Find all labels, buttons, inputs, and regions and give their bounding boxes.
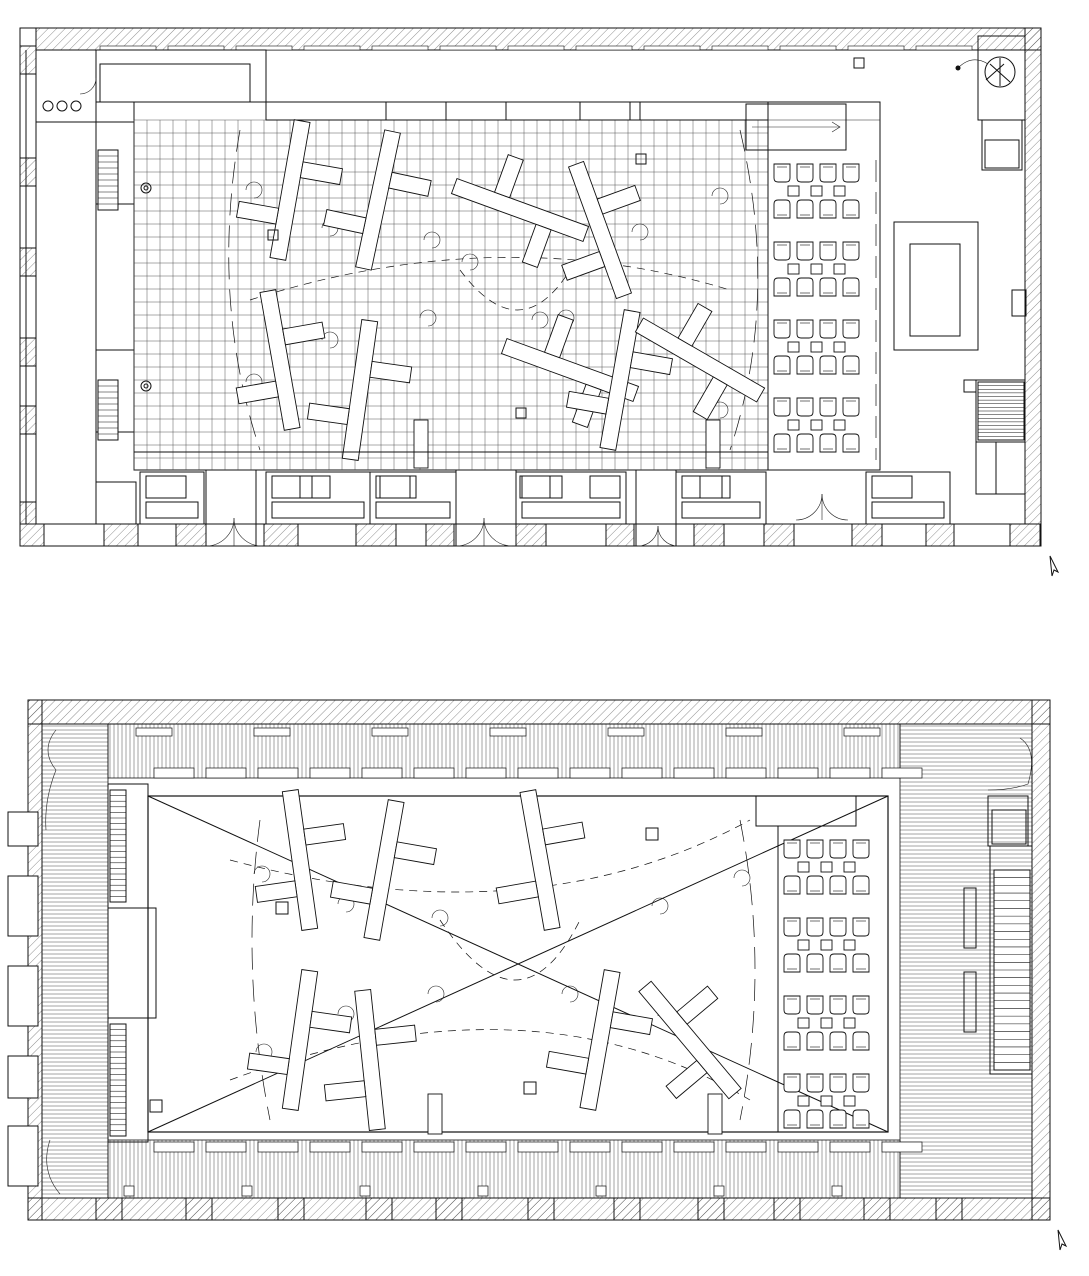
display-stand bbox=[414, 420, 428, 468]
wc-fixtures-icon bbox=[956, 57, 1016, 87]
display-stand bbox=[438, 141, 602, 279]
upper-main-hall bbox=[134, 102, 768, 470]
display-stand bbox=[706, 420, 720, 468]
upper-floor-plan bbox=[20, 28, 1041, 546]
lower-wall-right bbox=[1032, 700, 1050, 1220]
display-stand bbox=[428, 1094, 442, 1134]
upper-wall-right bbox=[1025, 28, 1041, 546]
lower-wall-top bbox=[28, 700, 1050, 724]
north-arrow-icon bbox=[1058, 1230, 1066, 1250]
north-arrow-icon bbox=[1050, 556, 1058, 576]
display-stand bbox=[316, 122, 439, 279]
display-stand bbox=[708, 1094, 722, 1134]
upper-wall-left bbox=[20, 28, 36, 546]
lower-floor-plan bbox=[8, 700, 1050, 1220]
